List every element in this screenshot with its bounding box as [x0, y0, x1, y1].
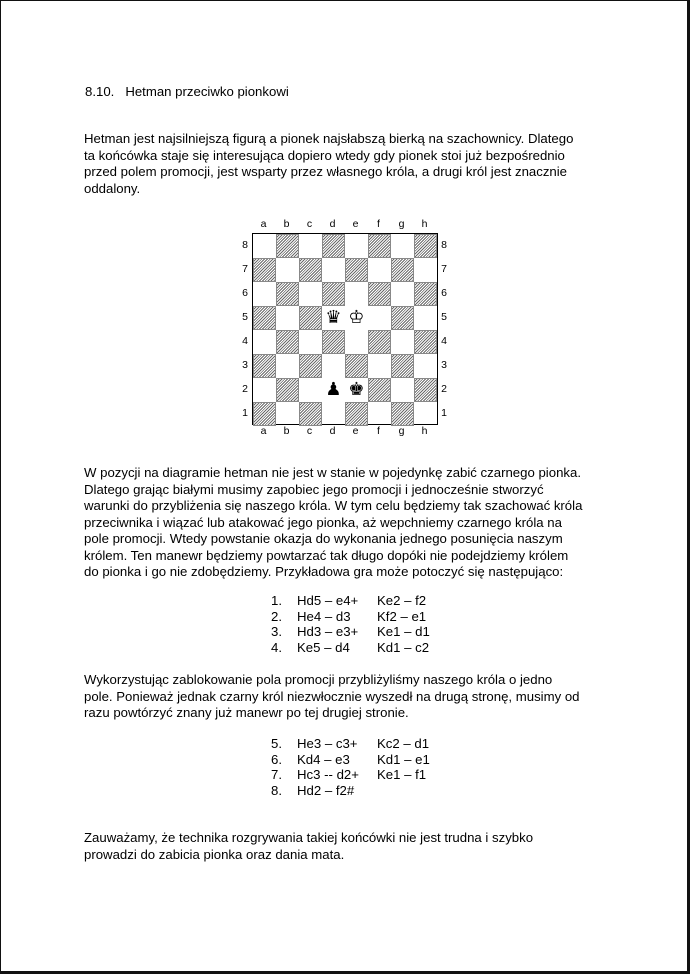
square-h2: [414, 378, 437, 402]
square-h3: [414, 354, 437, 378]
rank-label-right-1: 1: [441, 407, 447, 419]
move-row: [271, 736, 457, 752]
move-row: [271, 624, 457, 640]
file-label-bottom-f: f: [377, 425, 380, 437]
file-label-top-e: e: [352, 218, 359, 230]
square-g7: [391, 258, 414, 282]
square-g5: [391, 306, 414, 330]
rank-label-left-3: 3: [242, 359, 248, 371]
square-e8: [345, 234, 368, 258]
square-d8: [322, 234, 345, 258]
file-label-bottom-b: b: [283, 425, 290, 437]
square-d6: [322, 282, 345, 306]
square-c1: [299, 402, 322, 426]
rank-label-left-2: 2: [242, 383, 248, 395]
square-e7: [345, 258, 368, 282]
square-b4: [276, 330, 299, 354]
square-g2: [391, 378, 414, 402]
black-move: Ke1 – d1: [377, 624, 430, 640]
square-h8: [414, 234, 437, 258]
move-number: 6.: [271, 751, 282, 767]
blockade-paragraph: Wykorzystując zablokowanie pola promocji przybliżyliśmy naszego króla o jedno pole. Ponieważ jednak czarny król niezwłocznie wyszedł na drugą stronę, musimy od razu powtórzyć znany już manewr po tej drugiej stronie.: [84, 672, 580, 720]
rank-label-right-3: 3: [441, 359, 447, 371]
move-row: [271, 640, 457, 656]
black-move: Kd1 – c2: [377, 639, 430, 655]
rank-label-left-8: 8: [242, 239, 248, 251]
square-f7: [368, 258, 391, 282]
square-h6: [414, 282, 437, 306]
square-c4: [299, 330, 322, 354]
file-label-top-c: c: [306, 218, 313, 230]
file-label-top-g: g: [398, 218, 405, 230]
move-number: 3.: [271, 624, 282, 640]
square-e1: [345, 402, 368, 426]
rank-label-left-1: 1: [242, 407, 248, 419]
square-c2: [299, 378, 322, 402]
rank-label-left-7: 7: [242, 263, 248, 275]
square-c6: [299, 282, 322, 306]
explanation-paragraph: W pozycji na diagramie hetman nie jest w stanie w pojedynkę zabić czarnego pionka. Dlatego grając białymi musimy zapobiec jego promocji i jednocześnie stworzyć warunki do przybliżenia się naszego króla. W tym celu będziemy tak szachować króla przeciwnika i wiązać lub atakować jego pionka, aż wepchniemy czarnego króla na pole promocji. Wtedy powstanie okazja do wykonania jednego posunięcia naszym królem. Ten manewr będziemy powtarzać tak długo dopóki nie podejdziemy królem do pionka i go nie zdobędziemy. Przykładowa gra może potoczyć się następująco:: [84, 465, 583, 579]
square-b3: [276, 354, 299, 378]
black-move: [377, 783, 457, 799]
move-list-2: [271, 736, 457, 798]
square-b5: [276, 306, 299, 330]
square-b1: [276, 402, 299, 426]
black-move: Kc2 – d1: [377, 736, 430, 751]
square-a7: [253, 258, 276, 282]
square-c7: [299, 258, 322, 282]
square-g3: [391, 354, 414, 378]
rank-label-left-6: 6: [242, 287, 248, 299]
square-e4: [345, 330, 368, 354]
square-h1: [414, 402, 437, 426]
white-queen-icon: ♛: [325, 307, 342, 328]
chessboard: [252, 233, 438, 425]
square-g6: [391, 282, 414, 306]
black-move: Ke1 – f1: [377, 767, 427, 783]
move-number: 5.: [271, 736, 282, 751]
conclusion-paragraph: Zauważamy, że technika rozgrywania takiej końcówki nie jest trudna i szybko prowadzi do zabicia pionka oraz dania mata.: [84, 830, 534, 862]
file-label-bottom-a: a: [260, 425, 267, 437]
square-d1: [322, 402, 345, 426]
move-list-1: [271, 593, 457, 655]
white-move: He4 – d3: [297, 608, 351, 624]
move-row: [271, 593, 457, 609]
square-a5: [253, 306, 276, 330]
square-a2: [253, 378, 276, 402]
move-number: 4.: [271, 639, 282, 655]
rank-label-right-4: 4: [441, 335, 447, 347]
chess-diagram: [237, 215, 457, 443]
square-c3: [299, 354, 322, 378]
rank-label-left-5: 5: [242, 311, 248, 323]
square-f3: [368, 354, 391, 378]
move-row: [271, 767, 457, 783]
square-e3: [345, 354, 368, 378]
intro-paragraph: Hetman jest najsilniejszą figurą a pionek najsłabszą bierką na szachownicy. Dlatego ta końcówka staje się interesująca dopiero wtedy gdy pionek stoi już bezpośrednio przed polem promocji, jest wsparty przez własnego króla, a drugi król jest znacznie oddalony.: [84, 131, 574, 196]
file-label-bottom-e: e: [352, 425, 359, 437]
square-f1: [368, 402, 391, 426]
square-f2: [368, 378, 391, 402]
file-label-bottom-d: d: [329, 425, 336, 437]
square-a4: [253, 330, 276, 354]
section-heading: 8.10. Hetman przeciwko pionkowi: [85, 84, 289, 99]
square-d7: [322, 258, 345, 282]
file-label-bottom-g: g: [398, 425, 405, 437]
square-f5: [368, 306, 391, 330]
move-number: 7.: [271, 767, 282, 783]
file-label-bottom-c: c: [306, 425, 313, 437]
white-move: Hd2 – f2#: [297, 782, 355, 798]
file-label-top-a: a: [260, 218, 267, 230]
black-move: Ke2 – f2: [377, 593, 427, 608]
rank-label-right-6: 6: [441, 287, 447, 299]
file-label-top-b: b: [283, 218, 290, 230]
square-b7: [276, 258, 299, 282]
square-a3: [253, 354, 276, 378]
square-h5: [414, 306, 437, 330]
square-b6: [276, 282, 299, 306]
square-d3: [322, 354, 345, 378]
move-number: 8.: [271, 782, 282, 798]
white-move: Kd4 – e3: [297, 751, 350, 767]
file-label-top-h: h: [421, 218, 428, 230]
file-label-top-d: d: [329, 218, 336, 230]
file-label-bottom-h: h: [421, 425, 428, 437]
square-a8: [253, 234, 276, 258]
square-d4: [322, 330, 345, 354]
square-g8: [391, 234, 414, 258]
square-b2: [276, 378, 299, 402]
rank-label-right-5: 5: [441, 311, 447, 323]
square-e6: [345, 282, 368, 306]
square-f6: [368, 282, 391, 306]
black-king-icon: ♚: [348, 379, 365, 400]
square-c5: [299, 306, 322, 330]
black-move: Kf2 – e1: [377, 608, 427, 624]
black-move: Kd1 – e1: [377, 751, 430, 767]
square-a1: [253, 402, 276, 426]
white-move: He3 – c3+: [297, 736, 358, 751]
rank-label-right-7: 7: [441, 263, 447, 275]
square-f4: [368, 330, 391, 354]
rank-label-right-2: 2: [441, 383, 447, 395]
move-number: 2.: [271, 608, 282, 624]
move-row: [271, 752, 457, 768]
square-g1: [391, 402, 414, 426]
white-move: Hc3 -- d2+: [297, 767, 359, 783]
square-h7: [414, 258, 437, 282]
square-b8: [276, 234, 299, 258]
file-label-top-f: f: [377, 218, 380, 230]
square-g4: [391, 330, 414, 354]
square-h4: [414, 330, 437, 354]
move-row: [271, 609, 457, 625]
black-pawn-icon: ♟: [322, 378, 345, 402]
square-a6: [253, 282, 276, 306]
white-king-icon: ♔: [345, 306, 368, 330]
white-move: Ke5 – d4: [297, 639, 350, 655]
move-number: 1.: [271, 593, 282, 608]
rank-label-left-4: 4: [242, 335, 248, 347]
rank-label-right-8: 8: [441, 239, 447, 251]
white-move: Hd5 – e4+: [297, 593, 359, 608]
square-c8: [299, 234, 322, 258]
white-move: Hd3 – e3+: [297, 624, 359, 640]
square-f8: [368, 234, 391, 258]
move-row: [271, 783, 457, 799]
